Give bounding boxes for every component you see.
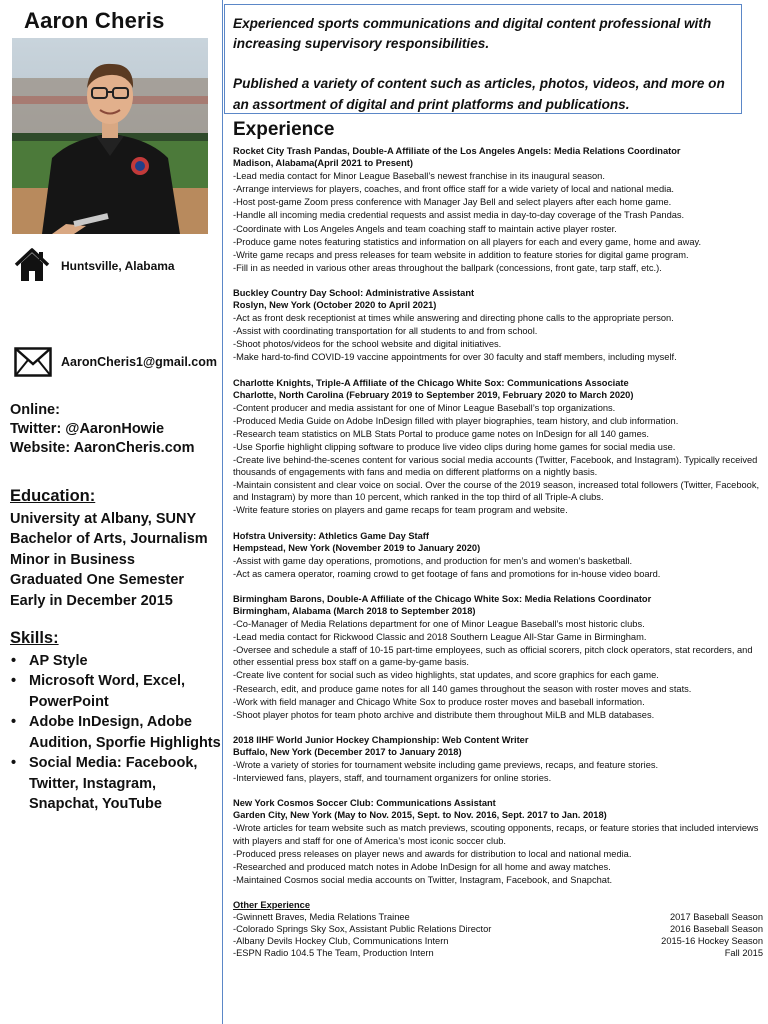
summary-line-1: Experienced sports communications and digital content professional with increasing supervisory responsibilities. — [233, 16, 712, 52]
job-title: Hofstra University: Athletics Game Day Staff — [233, 530, 429, 541]
skills-heading: Skills: — [10, 629, 59, 647]
job-location: Buffalo, New York (December 2017 to January 2018) — [233, 746, 462, 757]
job-bullet: -Shoot player photos for team photo archive and distribute them throughout MiLB and MLB databases. — [233, 709, 655, 720]
other-role: -Albany Devils Hockey Club, Communications Intern — [233, 936, 449, 947]
job-bullet: -Use Sporfie highlight clipping software to produce live video clips during home games for social media use. — [233, 441, 676, 452]
job-location: Birmingham, Alabama (March 2018 to September 2018) — [233, 606, 476, 616]
profile-photo-illustration — [12, 38, 208, 234]
other-experience-row — [233, 935, 763, 947]
education-graduation: Graduated One Semester Early in December 2015 — [10, 572, 185, 609]
education-heading: Education: — [10, 487, 96, 505]
job-title: 2018 IIHF World Junior Hockey Championship: Web Content Writer — [233, 734, 529, 745]
job-bullet: -Researched and produced match notes in Adobe InDesign for all home and away matches. — [233, 861, 611, 872]
job-entry — [233, 145, 763, 274]
email-link[interactable]: AaronCheris1@gmail.com — [61, 355, 217, 369]
online-label: Online: — [10, 402, 60, 418]
job-title: Charlotte Knights, Triple-A Affiliate of the Chicago White Sox: Communications Associate — [233, 377, 629, 388]
education-school: University at Albany, SUNY — [10, 510, 197, 527]
job-bullet: -Produced Media Guide on Adobe InDesign filled with player biographies, team history, and club information. — [233, 415, 679, 426]
location-text: Huntsville, Alabama — [61, 259, 175, 273]
skill-item: • Adobe InDesign, Adobe Audition, Sporfie Highlights — [10, 712, 222, 753]
job-entry — [233, 734, 763, 784]
job-bullet: -Assist with coordinating transportation for all students to and from school. — [233, 326, 538, 337]
column-divider — [222, 0, 223, 1024]
job-title: Buckley Country Day School: Administrative Assistant — [233, 287, 475, 298]
education-degree: Bachelor of Arts, Journalism — [10, 531, 208, 547]
other-period: Fall 2015 — [724, 948, 763, 959]
job-bullet: -Maintain consistent and clear voice on social. Over the course of the 2019 season, increased total followers (Twitter, Facebook, and Instagram) by more than 10 percent, which ranked in the top third of all Triple-A clubs. — [233, 480, 760, 503]
other-period: 2017 Baseball Season — [669, 911, 763, 922]
job-bullet: -Fill in as needed in various other areas throughout the ballpark (concessions, front gate, tarp staff, etc.). — [233, 262, 662, 273]
job-bullet: -Content producer and media assistant for one of Minor League Baseball’s top organizations. — [233, 402, 616, 413]
job-bullet: -Handle all incoming media credential requests and assist media in day-to-day coverage of the Trash Pandas. — [233, 210, 685, 221]
job-bullet: -Host post-game Zoom press conference with Manager Jay Bell and select players after each home game. — [233, 197, 672, 208]
job-location: Roslyn, New York (October 2020 to April 2021) — [233, 300, 437, 311]
other-period: 2015-16 Hockey Season — [661, 936, 763, 947]
job-bullet: -Wrote a variety of stories for tournament website including game previews, recaps, and feature stories. — [233, 760, 659, 771]
job-bullet: -Assist with game day operations, promotions, and production for men’s and women’s basketball. — [233, 555, 633, 566]
job-bullet: -Produce game notes featuring statistics and information on all players for each and every game, home and away. — [233, 236, 702, 247]
profile-photo — [12, 38, 208, 234]
summary-box — [224, 4, 742, 114]
other-period: 2016 Baseball Season — [669, 924, 763, 935]
job-location: Hempstead, New York (November 2019 to January 2020) — [233, 542, 481, 553]
skills-section — [10, 628, 222, 815]
job-bullet: -Arrange interviews for players, coaches, and front office staff for a wide variety of local and national media. — [233, 184, 674, 195]
job-entry — [233, 377, 763, 517]
job-bullet: -Act as camera operator, roaming crowd to get footage of fans and promotions for in-house video board. — [233, 568, 661, 579]
experience-heading: Experience — [233, 119, 335, 140]
job-bullet: -Work with field manager and Chicago White Sox to produce roster moves and baseball information. — [233, 696, 645, 707]
sidebar — [0, 0, 222, 1024]
education-section — [10, 486, 222, 611]
job-location: Garden City, New York (May to Nov. 2015, Sept. to Nov. 2016, Sept. 2017 to Jan. 2018) — [233, 810, 607, 821]
twitter-handle[interactable]: Twitter: @AaronHowie — [10, 421, 165, 437]
job-bullet: -Create live behind-the-scenes content for various social media accounts (Twitter, Facebook, and Instagram). Typically received thousands of engagements with fans and media on different platforms on a nightly basis. — [233, 455, 758, 478]
job-bullet: -Make hard-to-find COVID-19 vaccine appointments for over 30 faculty and staff members, including myself. — [233, 352, 677, 363]
envelope-icon — [14, 347, 52, 377]
job-location: Charlotte, North Carolina (February 2019 to September 2019, February 2020 to March 2020) — [233, 389, 634, 400]
experience-section — [233, 118, 763, 959]
other-experience-row — [233, 947, 763, 959]
summary-line-2: Published a variety of content such as articles, photos, videos, and more on an assortment of digital and print platforms and publications. — [233, 76, 725, 112]
job-bullet: -Act as front desk receptionist at times while answering and directing phone calls to the appropriate person. — [233, 313, 674, 324]
job-bullet: -Research, edit, and produce game notes for all 140 games throughout the season with roster moves and stats. — [233, 683, 692, 694]
job-bullet: -Produced press releases on player news and awards for distribution to local and national media. — [233, 848, 632, 859]
candidate-name: Aaron Cheris — [24, 8, 165, 33]
skills-list — [10, 651, 222, 815]
job-entry — [233, 593, 763, 721]
skill-item: • AP Style — [10, 651, 222, 672]
job-bullet: -Create live content for social such as video highlights, stat updates, and score graphics for each game. — [233, 670, 659, 681]
education-minor: Minor in Business — [10, 551, 135, 568]
job-bullet: -Coordinate with Los Angeles Angels and team coaching staff to maintain active player roster. — [233, 223, 617, 234]
website-link[interactable]: Website: AaronCheris.com — [10, 440, 195, 456]
home-icon — [14, 247, 50, 283]
other-experience — [233, 899, 763, 959]
online-section — [10, 401, 195, 458]
job-bullet: -Lead media contact for Rickwood Classic and 2018 Southern League All-Star Game in Birmingham. — [233, 632, 647, 643]
job-bullet: -Lead media contact for Minor League Baseball’s newest franchise in its inaugural season. — [233, 171, 605, 182]
other-role: -Colorado Springs Sky Sox, Assistant Public Relations Director — [233, 924, 492, 935]
job-entry — [233, 530, 763, 580]
job-title: New York Cosmos Soccer Club: Communications Assistant — [233, 798, 496, 809]
job-location: Madison, Alabama(April 2021 to Present) — [233, 158, 413, 169]
job-bullet: -Interviewed fans, players, staff, and tournament organizers for online stories. — [233, 773, 552, 784]
job-bullet: -Co-Manager of Media Relations department for one of Minor League Baseball’s most historic clubs. — [233, 619, 645, 630]
other-experience-row — [233, 923, 763, 935]
job-bullet: -Write feature stories on players and game recaps for team program and website. — [233, 505, 568, 516]
job-title: Rocket City Trash Pandas, Double-A Affiliate of the Los Angeles Angels: Media Relations Coordinator — [233, 146, 681, 156]
job-bullet: -Maintained Cosmos social media accounts on Twitter, Instagram, Facebook, and Snapchat. — [233, 874, 613, 885]
job-bullet: -Oversee and schedule a staff of 10-15 part-time employees, such as official scorers, pitch clock operators, stat recorders, and other essential press box staff on a game-by-game basis. — [233, 645, 753, 668]
job-bullet: -Wrote articles for team website such as match previews, scouting opponents, recaps, or feature stories that included interviews with players and staff for one of America’s most iconic soccer club. — [233, 823, 759, 846]
job-bullet: -Shoot photos/videos for the school website and digital initiatives. — [233, 339, 502, 350]
job-bullet: -Research team statistics on MLB Stats Portal to produce game notes on InDesign for all 140 games. — [233, 428, 649, 439]
skill-item: • Microsoft Word, Excel, PowerPoint — [10, 671, 222, 712]
other-experience-heading: Other Experience — [233, 899, 310, 910]
other-experience-row — [233, 911, 763, 923]
job-title: Birmingham Barons, Double-A Affiliate of the Chicago White Sox: Media Relations Coordinator — [233, 593, 652, 604]
job-entry — [233, 797, 763, 886]
job-bullet: -Write game recaps and press releases for team website in addition to feature stories for digital game program. — [233, 249, 689, 260]
other-role: -ESPN Radio 104.5 The Team, Production Intern — [233, 948, 434, 959]
skill-item: • Social Media: Facebook, Twitter, Instagram, Snapchat, YouTube — [10, 753, 222, 815]
job-entry — [233, 287, 763, 364]
other-role: -Gwinnett Braves, Media Relations Trainee — [233, 911, 410, 922]
